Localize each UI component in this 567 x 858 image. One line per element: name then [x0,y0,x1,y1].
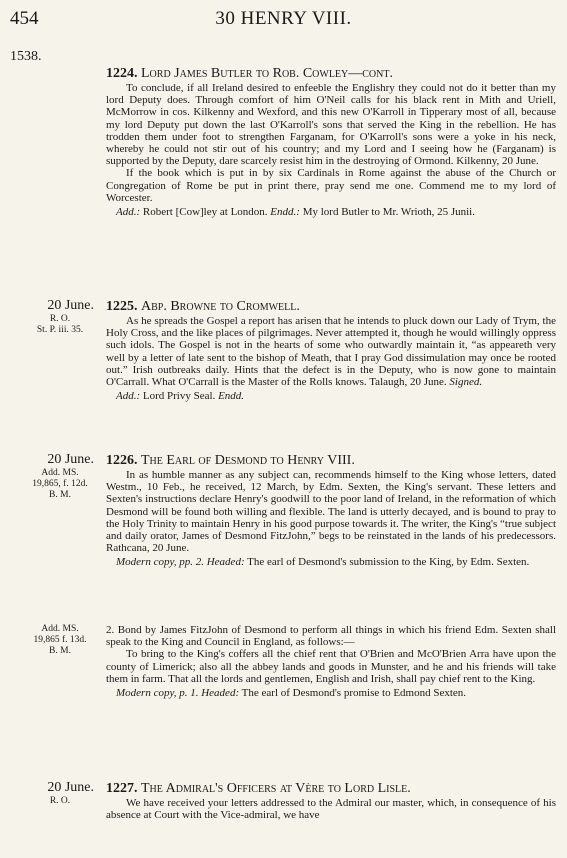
entry-heading [106,65,556,82]
margin-notes [8,452,94,501]
source-ref: 19,865 f. 13d. [33,635,87,645]
running-title: 30 HENRY VIII. [215,8,352,29]
entry-title: The Earl of Desmond to Henry VIII. [141,453,355,468]
entry-body [106,624,556,699]
endorsement-note: Add.: Robert [Cow]ley at London. Endd.: My lord Butler to Mr. Wrioth, 25 Junii. [116,206,475,219]
source-ref: R. O. [49,314,71,324]
page-number: 454 [10,8,39,29]
margin-notes [8,298,94,336]
entry-body [106,452,556,569]
source-ref: 19,865, f. 12d. [32,479,88,489]
signed-marker: Signed. [449,376,483,389]
year-marker: 1538. [10,49,42,64]
entry-date: 20 June. [47,298,94,313]
entry-number: 1224. [106,66,138,81]
entry-title: Lord James Butler to Rob. Cowley—cont. [141,66,393,81]
paragraph: To bring to the King's coffers all the chief rent that O'Brien and McO'Brien Arra have upon the county of Limerick; also all the abbey lands and goods in Munster, and he and his friends will take them in farm. That all the lords and gentlemen, English and Irish, shall pay chief rent to the King. [106,648,556,685]
entry-date: 20 June. [47,780,94,795]
entry-number: 1227. [106,781,138,796]
entry-body [106,298,556,402]
margin-notes [8,624,94,657]
paragraph: As he spreads the Gospel a report has arisen that he intends to pluck down our Lady of Trym, the Holy Cross, and the like places of pilgrimages. Never attempted it, though he would willingly oppress such idols. The Gospel is not in the hearts of some who outwardly maintain it, “as appeareth very well by a letter of late sent to the bishop of Meath, that I pray God dissimulation may once be rooted out.” Irish outbreaks daily. Hints that the defect is in the Deputy, who is now gone to maintain O'Carrall. What O'Carrall is the Master of the Rolls knows. Talaugh, 20 June. Signed. [106,315,556,389]
paragraph: 2. Bond by James FitzJohn of Desmond to perform all things in which his friend Edm. Sexten shall speak to the King and Council in England, as follows:— [106,624,556,649]
entry-heading [106,298,556,315]
entry-number: 1226. [106,453,138,468]
entry-number: 1225. [106,299,138,314]
paragraph: In as humble manner as any subject can, recommends himself to the King whose letters, dated Westm., 10 Feb., he received, 12 March, by Edm. Sexten, the King's servant. These letters and Sexten's instructions declare Henry's goodwill to the poor land of Ireland, in the reformation of which Desmond will be found both willing and flexible. The land is utterly decayed, and is bound to pray to the Holy Trinity to maintain Henry in his good purpose towards it. The writer, the King's “true subject and daily orator, James of Desmond FitzJohn,” begs to be reinstated in the lands of his predecessors. Rathcana, 20 June. [106,469,556,555]
entry-heading [106,452,556,469]
margin-notes [8,780,94,807]
page-header [0,8,567,32]
source-ref: Add. MS. [41,624,79,634]
paragraph: We have received your letters addressed to the Admiral our master, which, in consequence of his absence at Court with the Vice-admiral, we have [106,797,556,822]
entry-heading [106,780,556,797]
paragraph: To conclude, if all Ireland desired to enfeeble the Englishry they could not do it better than my lord Deputy does. Through comfort of him O'Neil calls for his black rent in Mith and Uriell, McMorrow in cos. Kilkenny and Wexford, and this new O'Karroll in Tipperary most of all, because my lord Deputy put down the last O'Karroll's sons that served the King in the rebellion. He has trodden them under foot to strengthen Farganam, for O'Karroll's sons were a yoke in his neck, whereby he could not stir out of his country; and my Lord and I seeing how he (Farganam) is supported by the Deputy, dare scarcely resist him in the destroying of Ormond. Kilkenny, 20 June. [106,82,556,168]
entry-body [106,780,556,821]
source-ref: St. P. iii. 35. [36,325,84,335]
entry-title: The Admiral's Officers at Vère to Lord Lisle. [141,781,411,796]
copy-note: Modern copy, pp. 2. Headed: The earl of Desmond's submission to the King, by Edm. Sexten. [116,556,530,569]
paragraph: If the book which is put in by six Cardinals in Rome against the abuse of the Church or Congregation of Rome be put in print there, pray send me one. Commend me to my lord of Worcester. [106,167,556,204]
endorsement-note: Add.: Lord Privy Seal. Endd. [116,390,245,403]
source-ref: B. M. [49,490,71,500]
entry-body [106,65,556,218]
copy-note: Modern copy, p. 1. Headed: The earl of Desmond's promise to Edmond Sexten. [116,687,467,700]
source-ref: Add. MS. [41,468,79,478]
source-ref: B. M. [49,646,71,656]
entry-title: Abp. Browne to Cromwell. [141,299,300,314]
entry-date: 20 June. [47,452,94,467]
source-ref: R. O. [49,796,71,806]
